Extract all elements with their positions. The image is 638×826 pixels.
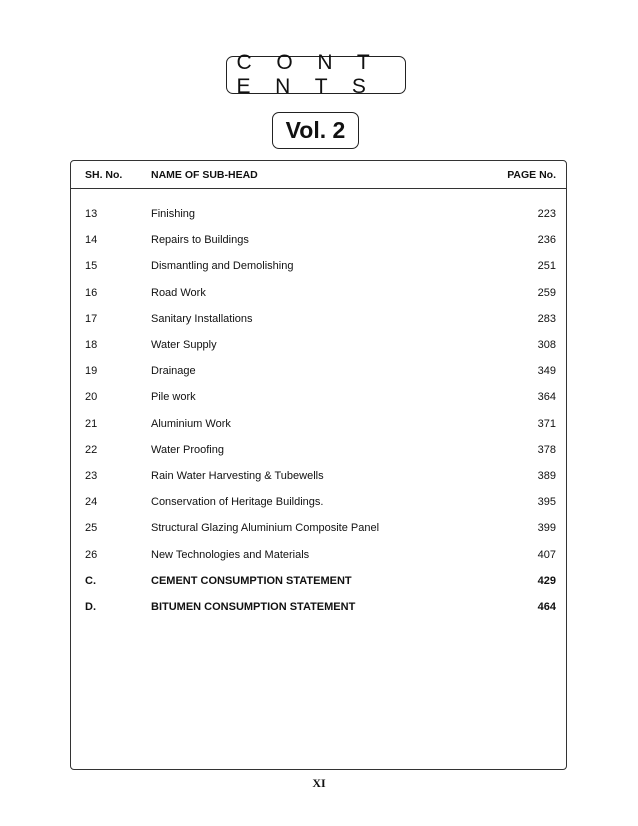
row-page: 378	[537, 443, 556, 456]
row-name: Pile work	[151, 391, 196, 404]
row-name: Finishing	[151, 208, 196, 220]
contents-title: C O N T E N T S	[226, 56, 406, 94]
row-page: 236	[537, 234, 556, 247]
row-page: 371	[537, 417, 556, 430]
row-page: 283	[537, 312, 556, 325]
row-page: 308	[537, 339, 556, 351]
row-page: 259	[537, 286, 556, 299]
table-row	[71, 549, 566, 565]
row-name: Rain Water Harvesting & Tubewells	[151, 470, 324, 482]
row-page: 223	[537, 208, 556, 220]
table-row	[71, 287, 566, 303]
row-name: Aluminium Work	[151, 417, 231, 430]
table-row	[71, 601, 566, 617]
row-name: BITUMEN CONSUMPTION STATEMENT	[151, 601, 356, 613]
row-name: Water Supply	[151, 339, 217, 351]
row-sh-no: C.	[85, 574, 96, 587]
table-row	[71, 208, 566, 224]
volume-label: Vol. 2	[272, 112, 359, 149]
row-sh-no: 13	[85, 208, 98, 220]
row-sh-no: 20	[85, 391, 98, 404]
table-row	[71, 234, 566, 250]
table-row	[71, 496, 566, 512]
row-name: Road Work	[151, 286, 206, 299]
row-name: Drainage	[151, 365, 196, 378]
row-sh-no: 24	[85, 496, 98, 509]
row-sh-no: 21	[85, 417, 98, 430]
row-sh-no: 16	[85, 286, 98, 299]
row-sh-no: 19	[85, 365, 98, 378]
table-header	[71, 161, 566, 189]
header-page: PAGE No.	[507, 169, 556, 181]
table-row	[71, 313, 566, 329]
page-number: XI	[312, 776, 326, 790]
row-name: Repairs to Buildings	[151, 234, 249, 247]
row-sh-no: 25	[85, 522, 98, 535]
header-name: NAME OF SUB-HEAD	[151, 169, 258, 181]
row-sh-no: 18	[85, 339, 98, 351]
contents-table	[70, 160, 567, 770]
row-page: 251	[537, 260, 556, 273]
row-name: Sanitary Installations	[151, 312, 253, 325]
row-page: 399	[537, 522, 556, 535]
row-sh-no: 14	[85, 234, 98, 247]
row-sh-no: 22	[85, 443, 98, 456]
row-name: Dismantling and Demolishing	[151, 260, 294, 273]
row-page: 395	[537, 496, 556, 509]
row-page: 364	[537, 391, 556, 404]
row-sh-no: 15	[85, 260, 98, 273]
table-row	[71, 522, 566, 538]
table-row	[71, 444, 566, 460]
row-name: Water Proofing	[151, 443, 224, 456]
table-row	[71, 339, 566, 355]
table-row	[71, 391, 566, 407]
row-page: 464	[537, 601, 556, 613]
row-name: CEMENT CONSUMPTION STATEMENT	[151, 574, 352, 587]
row-page: 429	[537, 574, 556, 587]
row-sh-no: 23	[85, 470, 98, 482]
table-row	[71, 260, 566, 276]
table-row	[71, 470, 566, 486]
row-page: 389	[537, 470, 556, 482]
row-sh-no: D.	[85, 601, 96, 613]
row-name: Structural Glazing Aluminium Composite Panel	[151, 522, 380, 535]
row-sh-no: 17	[85, 312, 98, 325]
row-name: Conservation of Heritage Buildings.	[151, 496, 324, 509]
row-sh-no: 26	[85, 548, 98, 561]
header-sh-no: SH. No.	[85, 169, 123, 181]
table-row	[71, 365, 566, 381]
row-page: 349	[537, 365, 556, 378]
row-page: 407	[537, 548, 556, 561]
table-row	[71, 575, 566, 591]
table-row	[71, 418, 566, 434]
row-name: New Technologies and Materials	[151, 548, 310, 561]
